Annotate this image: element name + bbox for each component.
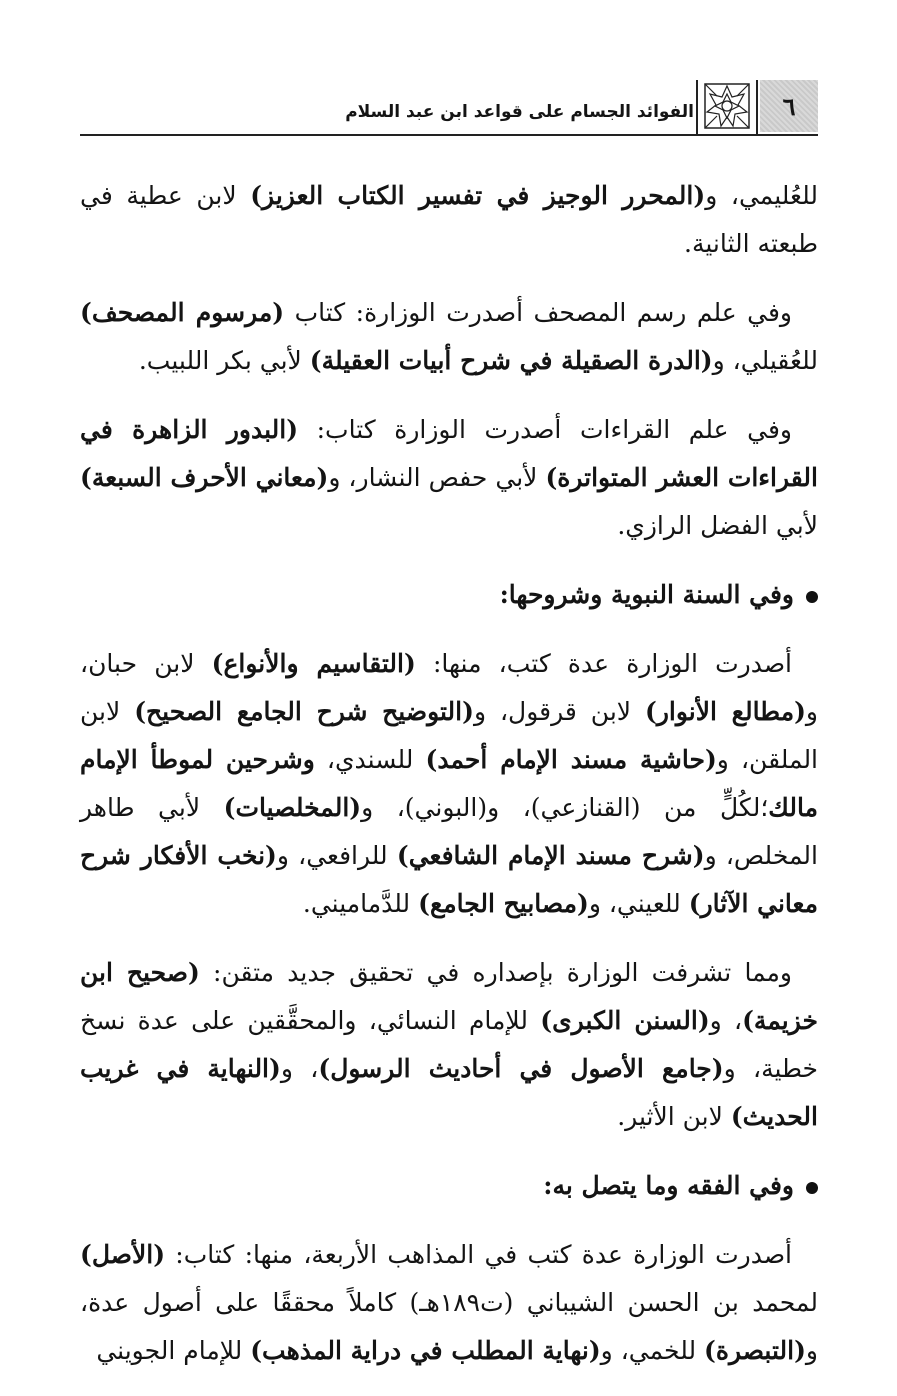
text-run: ومما تشرفت الوزارة بإصداره في تحقيق جديد متقن: bbox=[199, 958, 792, 987]
text-run: لأبي الفضل الرازي. bbox=[617, 511, 818, 540]
text-run: لابن الملقن، و bbox=[80, 697, 819, 774]
text-run: للعُليمي، و bbox=[705, 181, 819, 210]
geometric-star-ornament-icon bbox=[700, 80, 754, 132]
book-title: (التبصرة) bbox=[704, 1336, 806, 1365]
text-run: أصدرت الوزارة عدة كتب في المذاهب الأربعة، منها: كتاب: bbox=[165, 1240, 792, 1269]
text-run: ؛لكُلٍّ من (القنازعي)، و(البوني)، و bbox=[361, 793, 769, 822]
paragraph bbox=[80, 406, 818, 550]
text-run: لأبي حفص النشار، و bbox=[328, 463, 546, 492]
book-title: (السنن الكبرى) bbox=[540, 1006, 710, 1035]
text-run: لمحمد بن الحسن الشيباني (ت١٨٩هـ) كاملاً محققًا على أصول عدة، و bbox=[80, 1288, 818, 1365]
text-run: لابن عطية في طبعته الثانية. bbox=[80, 181, 818, 258]
book-title: وفي الفقه وما يتصل به: bbox=[543, 1171, 794, 1200]
text-run: لأبي بكر اللبيب. bbox=[138, 346, 310, 375]
book-title: (المخلصيات) bbox=[223, 793, 362, 822]
book-title: (حاشية مسند الإمام أحمد) bbox=[425, 745, 717, 774]
text-run: لابن قرقول، و bbox=[473, 697, 645, 726]
book-title: (مطالع الأنوار) bbox=[645, 697, 806, 726]
section-heading bbox=[80, 571, 818, 619]
text-run: للعيني، و bbox=[588, 889, 689, 918]
text-run: ، و bbox=[280, 1054, 319, 1083]
paragraph bbox=[80, 1231, 818, 1375]
paragraph bbox=[80, 172, 818, 268]
book-title: وفي السنة النبوية وشروحها: bbox=[499, 580, 794, 609]
text-run: للسندي، bbox=[314, 745, 426, 774]
bullet-icon bbox=[806, 591, 818, 603]
text-run: للرافعي، و bbox=[276, 841, 397, 870]
book-title: (جامع الأصول في أحاديث الرسول) bbox=[318, 1054, 724, 1083]
page-number: ٦ bbox=[760, 80, 818, 132]
text-run: وفي علم القراءات أصدرت الوزارة كتاب: bbox=[298, 415, 792, 444]
bullet-icon bbox=[806, 1182, 818, 1194]
book-title: وشرحين لموطأ الإمام مالك bbox=[80, 745, 818, 822]
header-divider bbox=[756, 80, 758, 136]
book-title: (مصابيح الجامع) bbox=[418, 889, 589, 918]
paragraph bbox=[80, 949, 818, 1141]
book-title: (التوضيح شرح الجامع الصحيح) bbox=[134, 697, 474, 726]
text-run: لابن حبان، و bbox=[80, 649, 818, 726]
section-heading bbox=[80, 1162, 818, 1210]
book-title: (نخب الأفكار شرح معاني الآثار) bbox=[80, 841, 818, 918]
text-run: للإمام الجويني bbox=[96, 1336, 251, 1365]
book-title: (الأصل) bbox=[80, 1240, 166, 1269]
book-title: (الدرة الصقيلة في شرح أبيات العقيلة) bbox=[309, 346, 713, 375]
page-body bbox=[80, 172, 818, 1396]
book-title: (البدور الزاهرة في القراءات العشر المتواترة) bbox=[80, 415, 818, 492]
text-run: للدَّماميني. bbox=[302, 889, 419, 918]
paragraph bbox=[80, 640, 818, 928]
book-title: (معاني الأحرف السبعة) bbox=[80, 463, 329, 492]
book-title: (المحرر الوجيز في تفسير الكتاب العزيز) bbox=[250, 181, 706, 210]
text-run: لأبي طاهر المخلص، و bbox=[80, 793, 818, 870]
book-title: (التقاسيم والأنواع) bbox=[211, 649, 416, 678]
book-title: (شرح مسند الإمام الشافعي) bbox=[396, 841, 705, 870]
page-header bbox=[80, 80, 818, 138]
paragraph bbox=[80, 289, 818, 385]
text-run: وفي علم رسم المصحف أصدرت الوزارة: كتاب bbox=[284, 298, 792, 327]
book-title: (مرسوم المصحف) bbox=[80, 298, 285, 327]
book-title: (نهاية المطلب في دراية المذهب) bbox=[250, 1336, 601, 1365]
header-divider bbox=[696, 80, 698, 136]
text-run: لابن الأثير. bbox=[617, 1102, 731, 1131]
text-run: للعُقيلي، و bbox=[712, 346, 818, 375]
text-run: للخمي، و bbox=[600, 1336, 705, 1365]
text-run: أصدرت الوزارة عدة كتب، منها: bbox=[415, 649, 793, 678]
running-title: الفوائد الجسام على قواعد ابن عبد السلام bbox=[345, 102, 694, 122]
header-rule bbox=[80, 134, 818, 136]
text-run: للإمام النسائي، والمحقَّقين على عدة نسخ خطية، و bbox=[80, 1006, 819, 1083]
text-run: ، و bbox=[709, 1006, 743, 1035]
book-title: (النهاية في غريب الحديث) bbox=[80, 1054, 818, 1131]
book-title: (صحيح ابن خزيمة) bbox=[80, 958, 818, 1035]
